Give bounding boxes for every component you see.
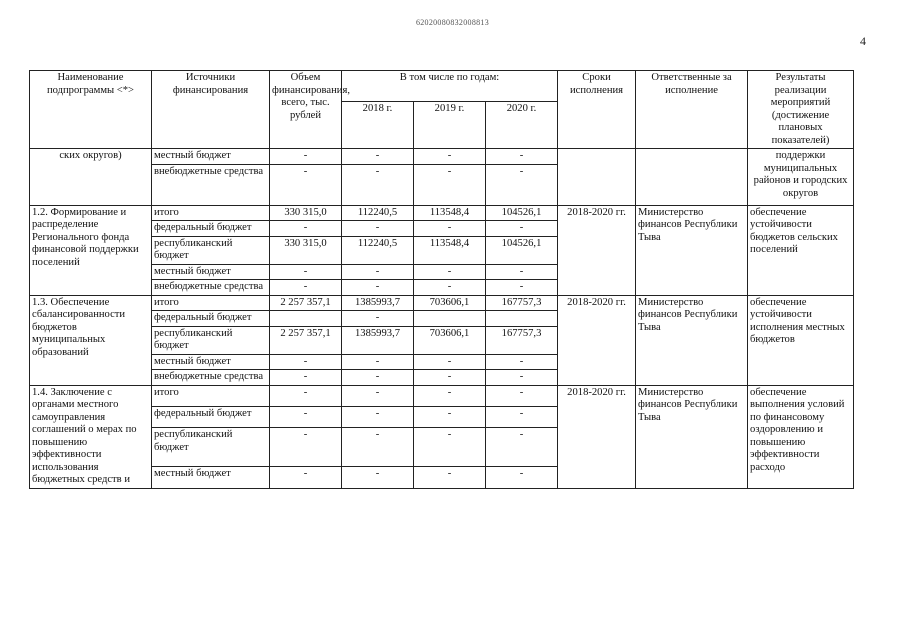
volume-cell: - — [270, 370, 342, 386]
header-sources: Источники финансирования — [152, 71, 270, 149]
y2018-cell: - — [342, 354, 414, 370]
table-row — [30, 205, 854, 221]
y2018-cell: - — [342, 467, 414, 488]
y2019-cell: - — [414, 354, 486, 370]
continuation-name: ских округов) — [30, 149, 152, 206]
volume-cell: - — [270, 280, 342, 296]
header-year-2018: 2018 г. — [342, 102, 414, 149]
y2020-cell — [486, 311, 558, 327]
y2018-cell: 1385993,7 — [342, 326, 414, 354]
y2020-cell: - — [486, 467, 558, 488]
source-cell: местный бюджет — [152, 149, 270, 165]
responsible-cell — [636, 149, 748, 206]
source-cell: итого — [152, 295, 270, 311]
y2020-cell: 104526,1 — [486, 236, 558, 264]
volume-cell: - — [270, 164, 342, 205]
section-1-2-terms: 2018-2020 гг. — [558, 205, 636, 295]
y2020-cell: 104526,1 — [486, 205, 558, 221]
y2018-cell: 112240,5 — [342, 236, 414, 264]
y2018-cell: - — [342, 385, 414, 406]
y2020-cell: - — [486, 164, 558, 205]
y2018-cell: - — [342, 280, 414, 296]
y2019-cell: 113548,4 — [414, 236, 486, 264]
source-cell: внебюджетные средства — [152, 370, 270, 386]
y2018-cell: 112240,5 — [342, 205, 414, 221]
y2019-cell: - — [414, 264, 486, 280]
section-1-4-name: 1.4. Заключение с органами местного самоуправления соглашений о мерах по повышению эффективности использования бюджетных средств и — [30, 385, 152, 488]
section-1-4-terms: 2018-2020 гг. — [558, 385, 636, 488]
section-1-3-name: 1.3. Обеспечение сбалансированности бюджетов муниципальных образований — [30, 295, 152, 385]
header-row-1 — [30, 71, 854, 102]
table-row — [30, 295, 854, 311]
volume-cell: 330 315,0 — [270, 205, 342, 221]
y2020-cell: - — [486, 221, 558, 237]
source-cell: итого — [152, 385, 270, 406]
source-cell: местный бюджет — [152, 354, 270, 370]
y2019-cell: 703606,1 — [414, 295, 486, 311]
terms-cell — [558, 149, 636, 206]
y2018-cell: 1385993,7 — [342, 295, 414, 311]
header-results: Результаты реализации мероприятий (достижение плановых показателей) — [748, 71, 854, 149]
y2018-cell: - — [342, 311, 414, 327]
volume-cell: - — [270, 467, 342, 488]
section-1-2-name: 1.2. Формирование и распределение Регионального фонда финансовой поддержки поселений — [30, 205, 152, 295]
source-cell: местный бюджет — [152, 264, 270, 280]
table-row — [30, 385, 854, 406]
volume-cell — [270, 311, 342, 327]
y2019-cell: - — [414, 406, 486, 427]
y2020-cell: - — [486, 264, 558, 280]
section-1-2-results: обеспечение устойчивости бюджетов сельских поселений — [748, 205, 854, 295]
header-year-2019: 2019 г. — [414, 102, 486, 149]
section-1-4-results: обеспечение выполнения условий по финансовому оздоровлению и повышению эффективности расходо — [748, 385, 854, 488]
header-year-2020: 2020 г. — [486, 102, 558, 149]
y2020-cell: - — [486, 280, 558, 296]
source-cell: внебюджетные средства — [152, 280, 270, 296]
section-1-4-responsible: Министерство финансов Республики Тыва — [636, 385, 748, 488]
source-cell: внебюджетные средства — [152, 164, 270, 205]
document-code: 62020080832008813 — [415, 18, 490, 27]
y2020-cell: - — [486, 370, 558, 386]
volume-cell: - — [270, 406, 342, 427]
page-number: 4 — [860, 34, 866, 48]
header-name: Наименование подпрограммы <*> — [30, 71, 152, 149]
source-cell: республиканский бюджет — [152, 428, 270, 467]
volume-cell: 2 257 357,1 — [270, 295, 342, 311]
volume-cell: - — [270, 385, 342, 406]
y2020-cell: 167757,3 — [486, 326, 558, 354]
y2018-cell: - — [342, 406, 414, 427]
section-1-3-results: обеспечение устойчивости исполнения местных бюджетов — [748, 295, 854, 385]
source-cell: республиканский бюджет — [152, 326, 270, 354]
y2019-cell: - — [414, 221, 486, 237]
volume-cell: 330 315,0 — [270, 236, 342, 264]
y2019-cell: - — [414, 280, 486, 296]
volume-cell: - — [270, 428, 342, 467]
header-by-years: В том числе по годам: — [342, 71, 558, 102]
y2019-cell: - — [414, 428, 486, 467]
y2020-cell: 167757,3 — [486, 295, 558, 311]
header-terms: Сроки исполнения — [558, 71, 636, 149]
header-volume: Объем финансирования, всего, тыс. рублей — [270, 71, 342, 149]
y2019-cell: 113548,4 — [414, 205, 486, 221]
y2018-cell: - — [342, 164, 414, 205]
financing-table — [29, 70, 854, 489]
y2018-cell: - — [342, 149, 414, 165]
volume-cell: - — [270, 354, 342, 370]
volume-cell: - — [270, 264, 342, 280]
header-responsible: Ответственные за исполнение — [636, 71, 748, 149]
volume-cell: - — [270, 149, 342, 165]
y2018-cell: - — [342, 264, 414, 280]
source-cell: итого — [152, 205, 270, 221]
table-row — [30, 149, 854, 165]
y2018-cell: - — [342, 221, 414, 237]
y2019-cell — [414, 311, 486, 327]
y2020-cell: - — [486, 354, 558, 370]
source-cell: федеральный бюджет — [152, 311, 270, 327]
continuation-results: поддержки муниципальных районов и городских округов — [748, 149, 854, 206]
source-cell: местный бюджет — [152, 467, 270, 488]
source-cell: федеральный бюджет — [152, 406, 270, 427]
source-cell: федеральный бюджет — [152, 221, 270, 237]
y2019-cell: - — [414, 164, 486, 205]
y2018-cell: - — [342, 428, 414, 467]
section-1-3-responsible: Министерство финансов Республики Тыва — [636, 295, 748, 385]
section-1-3-terms: 2018-2020 гг. — [558, 295, 636, 385]
y2018-cell: - — [342, 370, 414, 386]
y2020-cell: - — [486, 149, 558, 165]
y2019-cell: - — [414, 149, 486, 165]
y2020-cell: - — [486, 385, 558, 406]
y2019-cell: - — [414, 467, 486, 488]
volume-cell: 2 257 357,1 — [270, 326, 342, 354]
y2019-cell: 703606,1 — [414, 326, 486, 354]
y2019-cell: - — [414, 385, 486, 406]
y2020-cell: - — [486, 406, 558, 427]
y2019-cell: - — [414, 370, 486, 386]
volume-cell: - — [270, 221, 342, 237]
section-1-2-responsible: Министерство финансов Республики Тыва — [636, 205, 748, 295]
y2020-cell: - — [486, 428, 558, 467]
source-cell: республиканский бюджет — [152, 236, 270, 264]
